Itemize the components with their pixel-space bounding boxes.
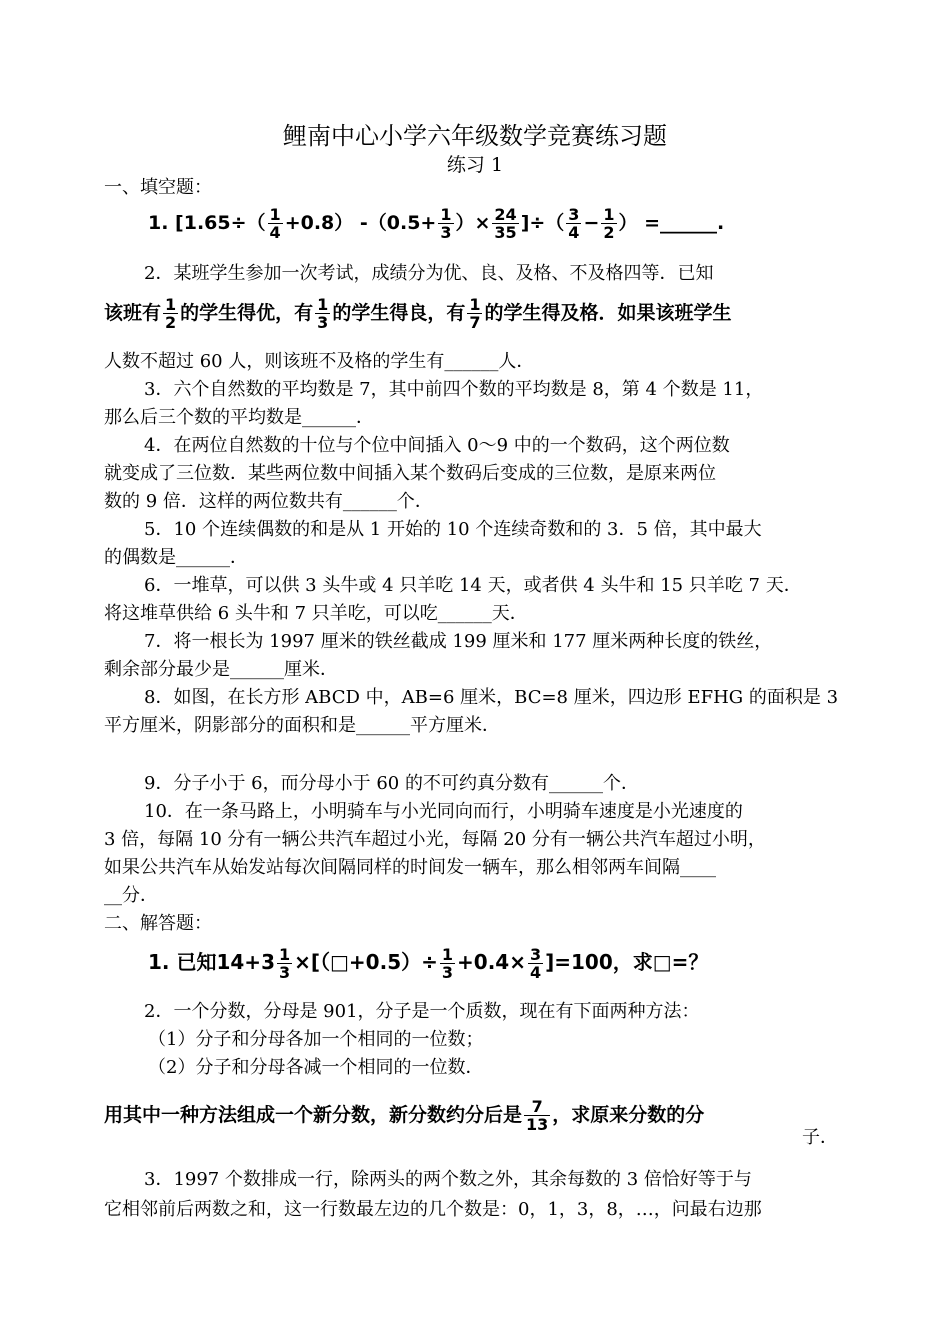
- problem-2-line-1: 2．一个分数，分母是 901，分子是一个质数，现在有下面两种方法：: [144, 1001, 700, 1022]
- question-3-line-2: 那么后三个数的平均数是______．: [104, 407, 374, 428]
- question-2-line-1: 2．某班学生参加一次考试，成绩分为优、良、及格、不及格四等．已知: [144, 263, 714, 284]
- fraction: $\frac{1}{2}$: [165, 295, 177, 332]
- question-3-line-1: 3．六个自然数的平均数是 7，其中前四个数的平均数是 8，第 4 个数是 11，: [144, 379, 764, 400]
- problem-3-line-1: 3．1997 个数排成一行，除两头的两个数之外，其余每数的 3 倍恰好等于与: [144, 1169, 752, 1190]
- q1-part-b: +0.8） -（0.5+: [284, 212, 437, 234]
- problem-2-line-2: （1）分子和分母各加一个相同的一位数；: [148, 1029, 484, 1050]
- question-8-line-2: 平方厘米，阴影部分的面积和是______平方厘米．: [104, 715, 500, 736]
- question-4-line-2: 就变成了三位数．某些两位数中间插入某个数码后变成的三位数，是原来两位: [104, 463, 716, 484]
- question-4-line-3: 数的 9 倍．这样的两位数共有______个．: [104, 491, 433, 512]
- question-8-line-1: 8．如图，在长方形 ABCD 中，AB=6 厘米，BC=8 厘米，四边形 EFHG 的面积是 3: [144, 687, 839, 708]
- problem-2-line-5: 子．: [802, 1127, 838, 1148]
- problem-1-equation: 1. 已知14+3 $\frac{1}{3}$ ×[（□+0.5）÷ $\frac{1}{3}$ +0.4× $\frac{3}{4}$ ]=100，求□=？: [148, 945, 709, 982]
- question-10-line-4: __分．: [104, 885, 158, 906]
- fraction: $\frac{1}{7}$: [469, 295, 481, 332]
- question-10-line-3: 如果公共汽车从始发站每次间隔同样的时间发一辆车，那么相邻两车间隔____: [104, 857, 716, 878]
- q1-part-c: ）×: [455, 212, 491, 234]
- question-1-equation: [148, 206, 724, 241]
- section-fill-in: 一、填空题：: [104, 177, 212, 198]
- fraction: $\frac{24}{35}$: [494, 205, 517, 242]
- question-9-line-1: 9．分子小于 6，而分母小于 60 的不可约真分数有______个．: [144, 773, 639, 794]
- question-4-line-1: 4．在两位自然数的十位与个位中间插入 0～9 中的一个数码，这个两位数: [144, 435, 730, 456]
- page-title: 鲤南中心小学六年级数学竞赛练习题: [283, 122, 667, 150]
- q1-part-d: ]÷（: [520, 212, 565, 234]
- question-6-line-1: 6．一堆草，可以供 3 头牛或 4 只羊吃 14 天，或者供 4 头牛和 15 只羊吃 7 天．: [144, 575, 802, 596]
- question-7-line-2: 剩余部分最少是______厘米．: [104, 659, 338, 680]
- q1-part-a: 1. [1.65÷（: [148, 212, 266, 234]
- q1-part-e: −: [583, 212, 600, 234]
- fraction: $\frac{1}{3}$: [440, 205, 452, 242]
- fraction: $\frac{1}{4}$: [269, 205, 281, 242]
- question-6-line-2: 将这堆草供给 6 头牛和 7 只羊吃，可以吃______天．: [104, 603, 528, 624]
- fraction: $\frac{1}{2}$: [603, 205, 615, 242]
- fraction: $\frac{3}{4}$: [529, 945, 542, 982]
- question-5-line-2: 的偶数是______．: [104, 547, 248, 568]
- problem-3-line-2: 它相邻前后两数之和，这一行数最左边的几个数是：0，1，3，8，…，问最右边那: [104, 1199, 762, 1220]
- problem-2-line-3: （2）分子和分母各减一个相同的一位数．: [148, 1057, 484, 1078]
- question-10-line-1: 10．在一条马路上，小明骑车与小光同向而行，小明骑车速度是小光速度的: [144, 801, 743, 822]
- question-10-line-2: 3 倍，每隔 10 分有一辆公共汽车超过小光，每隔 20 分有一辆公共汽车超过小明，: [104, 829, 766, 850]
- question-7-line-1: 7．将一根长为 1997 厘米的铁丝截成 199 厘米和 177 厘米两种长度的铁丝，: [144, 631, 773, 652]
- fraction: $\frac{3}{4}$: [568, 205, 580, 242]
- page-subtitle: 练习 1: [446, 154, 504, 176]
- problem-2-line-4: 用其中一种方法组成一个新分数，新分数约分后是 $\frac{7}{13}$ ，求原来分数的分: [104, 1097, 705, 1134]
- fraction: $\frac{7}{13}$: [526, 1097, 549, 1134]
- fraction: $\frac{1}{3}$: [317, 295, 329, 332]
- section-answer: 二、解答题：: [104, 913, 212, 934]
- question-2-line-2: 该班有 $\frac{1}{2}$ 的学生得优，有 $\frac{1}{3}$ 的学生得良，有 $\frac{1}{7}$ 的学生得及格．如果该班学生: [104, 295, 732, 332]
- question-5-line-1: 5．10 个连续偶数的和是从 1 开始的 10 个连续奇数和的 3．5 倍，其中最大: [144, 519, 762, 540]
- fraction: $\frac{1}{3}$: [441, 945, 454, 982]
- fraction: $\frac{1}{3}$: [278, 945, 291, 982]
- question-2-line-3: 人数不超过 60 人，则该班不及格的学生有______人．: [104, 351, 535, 372]
- q1-part-g: ） =______.: [618, 212, 725, 234]
